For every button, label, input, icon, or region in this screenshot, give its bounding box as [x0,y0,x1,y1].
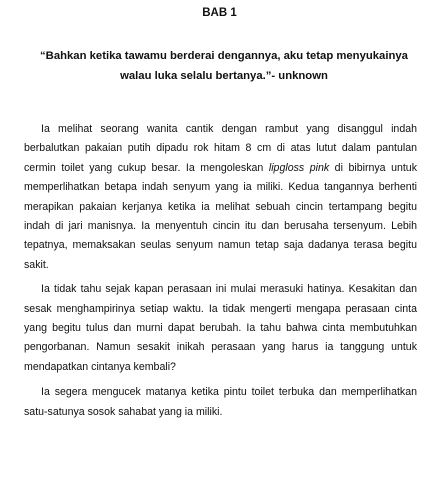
paragraph-1-italic-term: lipgloss pink [268,161,330,174]
quote-line-1: “Bahkan ketika tawamu berderai dengannya, aku tetap menyukainya [40,50,408,62]
paragraph-1 [24,120,417,275]
quote-line-2: walau luka selalu bertanya.”- unknown [120,69,328,82]
chapter-body [24,120,417,428]
paragraph-1-text-b: di bibirnya untuk memperlihatkan betapa indah senyum yang ia miliki. Kedua tangannya berhenti merapikan pakaian kerjanya ketika ia melihat sebuah cincin tertampang begitu indah di jari manisnya. Ia menyentuh cincin itu dan berusaha tersenyum. Lebih tepatnya, memaksakan seulas senyum namun tetap saja dadanya terasa begitu sakit. [24,161,417,271]
paragraph-2: Ia tidak tahu sejak kapan perasaan ini mulai merasuki hatinya. Kesakitan dan sesak menghampirinya setiap waktu. Ia tidak mengerti mengapa perasaan cinta yang begitu tulus dan murni dapat berubah. Ia tahu bahwa cinta membutuhkan pengorbanan. Namun sesakit inikah perasaan yang harus ia tanggung untuk mendapatkan cintanya kembali? [24,283,417,373]
epigraph-quote [34,47,414,86]
paragraph-3: Ia segera mengucek matanya ketika pintu toilet terbuka dan memperlihatkan satu-satunya sosok sahabat yang ia miliki. [24,386,417,418]
chapter-title: BAB 1 [202,7,237,19]
paragraph-1-text-a: Ia melihat seorang wanita cantik dengan rambut yang disanggul indah berbalutkan pakaian putih dipadu rok hitam 8 cm di atas lutut dalam pantulan cermin toilet yang cukup besar. Ia mengoleskan [24,123,417,174]
